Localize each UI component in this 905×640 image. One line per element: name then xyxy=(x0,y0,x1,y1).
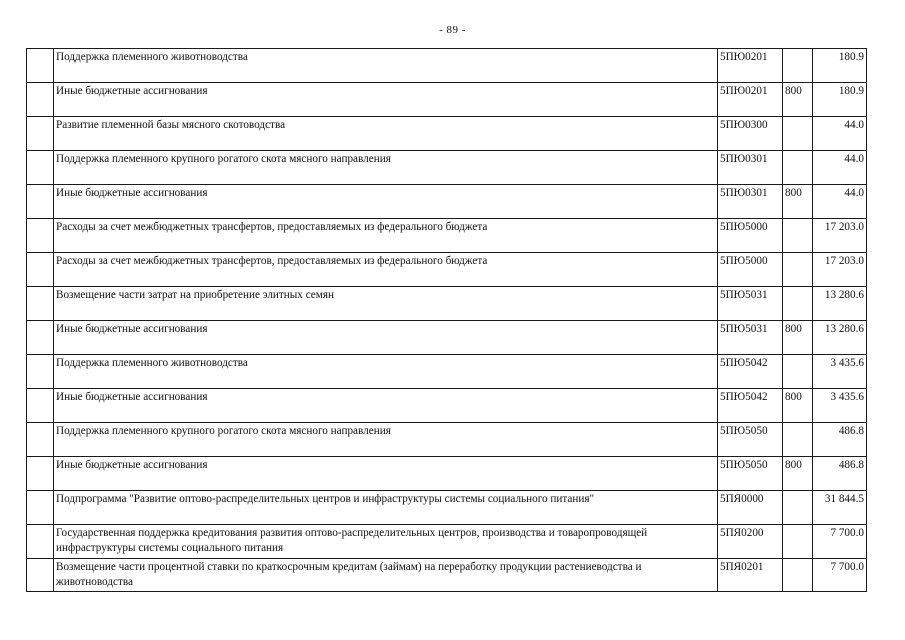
expense-name-cell: Иные бюджетные ассигнования xyxy=(54,389,718,423)
row-marker-cell xyxy=(27,49,54,83)
expense-name-cell: Поддержка племенного крупного рогатого скота мясного направления xyxy=(54,423,718,457)
target-article-code-cell: 5ПЮ5050 xyxy=(718,457,783,491)
expense-type-cell xyxy=(783,525,813,559)
table-row xyxy=(27,389,867,423)
expense-name-cell: Расходы за счет межбюджетных трансфертов, предоставляемых из федерального бюджета xyxy=(54,219,718,253)
amount-cell: 7 700.0 xyxy=(813,559,867,592)
expense-type-cell xyxy=(783,49,813,83)
row-marker-cell xyxy=(27,491,54,525)
table-row xyxy=(27,491,867,525)
target-article-code-cell: 5ПЮ5042 xyxy=(718,389,783,423)
target-article-code-cell: 5ПЮ5000 xyxy=(718,253,783,287)
table-row xyxy=(27,559,867,592)
amount-cell: 17 203.0 xyxy=(813,219,867,253)
row-marker-cell xyxy=(27,525,54,559)
expense-name-cell: Иные бюджетные ассигнования xyxy=(54,83,718,117)
table-row xyxy=(27,219,867,253)
table-row xyxy=(27,423,867,457)
expense-type-cell: 800 xyxy=(783,457,813,491)
amount-cell: 13 280.6 xyxy=(813,287,867,321)
page-number: - 89 - xyxy=(439,24,466,36)
table-row xyxy=(27,355,867,389)
row-marker-cell xyxy=(27,185,54,219)
table-row xyxy=(27,457,867,491)
amount-cell: 180.9 xyxy=(813,49,867,83)
amount-cell: 44.0 xyxy=(813,151,867,185)
expense-type-cell xyxy=(783,253,813,287)
target-article-code-cell: 5ПЮ5031 xyxy=(718,321,783,355)
amount-cell: 7 700.0 xyxy=(813,525,867,559)
amount-cell: 486.8 xyxy=(813,457,867,491)
row-marker-cell xyxy=(27,389,54,423)
table-row xyxy=(27,49,867,83)
expense-type-cell: 800 xyxy=(783,389,813,423)
target-article-code-cell: 5ПЮ0301 xyxy=(718,151,783,185)
table-row xyxy=(27,525,867,559)
table-row xyxy=(27,253,867,287)
target-article-code-cell: 5ПЯ0201 xyxy=(718,559,783,592)
target-article-code-cell: 5ПЮ0301 xyxy=(718,185,783,219)
expense-type-cell xyxy=(783,491,813,525)
row-marker-cell xyxy=(27,457,54,491)
table-row xyxy=(27,287,867,321)
expense-type-cell xyxy=(783,559,813,592)
amount-cell: 44.0 xyxy=(813,185,867,219)
row-marker-cell xyxy=(27,287,54,321)
target-article-code-cell: 5ПЮ5050 xyxy=(718,423,783,457)
expense-type-cell: 800 xyxy=(783,321,813,355)
expense-type-cell xyxy=(783,355,813,389)
expense-name-cell: Поддержка племенного животноводства xyxy=(54,49,718,83)
row-marker-cell xyxy=(27,117,54,151)
expense-name-cell: Иные бюджетные ассигнования xyxy=(54,321,718,355)
amount-cell: 486.8 xyxy=(813,423,867,457)
budget-table xyxy=(26,48,867,592)
expense-name-cell: Развитие племенной базы мясного скотоводства xyxy=(54,117,718,151)
expense-type-cell xyxy=(783,287,813,321)
table-row xyxy=(27,151,867,185)
amount-cell: 17 203.0 xyxy=(813,253,867,287)
expense-name-cell: Возмещение части затрат на приобретение элитных семян xyxy=(54,287,718,321)
expense-name-cell: Подпрограмма "Развитие оптово-распределительных центров и инфраструктуры системы социального питания" xyxy=(54,491,718,525)
row-marker-cell xyxy=(27,253,54,287)
target-article-code-cell: 5ПЮ5031 xyxy=(718,287,783,321)
amount-cell: 3 435.6 xyxy=(813,389,867,423)
expense-type-cell: 800 xyxy=(783,83,813,117)
row-marker-cell xyxy=(27,151,54,185)
target-article-code-cell: 5ПЮ0201 xyxy=(718,83,783,117)
expense-type-cell xyxy=(783,423,813,457)
row-marker-cell xyxy=(27,559,54,592)
target-article-code-cell: 5ПЮ5042 xyxy=(718,355,783,389)
expense-name-cell: Расходы за счет межбюджетных трансфертов, предоставляемых из федерального бюджета xyxy=(54,253,718,287)
target-article-code-cell: 5ПЮ5000 xyxy=(718,219,783,253)
expense-name-cell: Поддержка племенного крупного рогатого скота мясного направления xyxy=(54,151,718,185)
amount-cell: 180.9 xyxy=(813,83,867,117)
target-article-code-cell: 5ПЮ0201 xyxy=(718,49,783,83)
row-marker-cell xyxy=(27,423,54,457)
target-article-code-cell: 5ПЯ0000 xyxy=(718,491,783,525)
expense-type-cell xyxy=(783,151,813,185)
table-row xyxy=(27,117,867,151)
expense-name-cell: Иные бюджетные ассигнования xyxy=(54,185,718,219)
expense-name-cell: Возмещение части процентной ставки по краткосрочным кредитам (займам) на переработку продукции растениеводства и животноводства xyxy=(54,559,718,592)
expense-type-cell: 800 xyxy=(783,185,813,219)
expense-name-cell: Иные бюджетные ассигнования xyxy=(54,457,718,491)
target-article-code-cell: 5ПЮ0300 xyxy=(718,117,783,151)
amount-cell: 44.0 xyxy=(813,117,867,151)
expense-type-cell xyxy=(783,219,813,253)
row-marker-cell xyxy=(27,321,54,355)
amount-cell: 31 844.5 xyxy=(813,491,867,525)
amount-cell: 3 435.6 xyxy=(813,355,867,389)
expense-name-cell: Поддержка племенного животноводства xyxy=(54,355,718,389)
expense-type-cell xyxy=(783,117,813,151)
table-row xyxy=(27,185,867,219)
amount-cell: 13 280.6 xyxy=(813,321,867,355)
target-article-code-cell: 5ПЯ0200 xyxy=(718,525,783,559)
row-marker-cell xyxy=(27,83,54,117)
expense-name-cell: Государственная поддержка кредитования развития оптово-распределительных центров, производства и товаропроводящей инфраструктуры системы социального питания xyxy=(54,525,718,559)
table-row xyxy=(27,321,867,355)
table-row xyxy=(27,83,867,117)
row-marker-cell xyxy=(27,355,54,389)
row-marker-cell xyxy=(27,219,54,253)
